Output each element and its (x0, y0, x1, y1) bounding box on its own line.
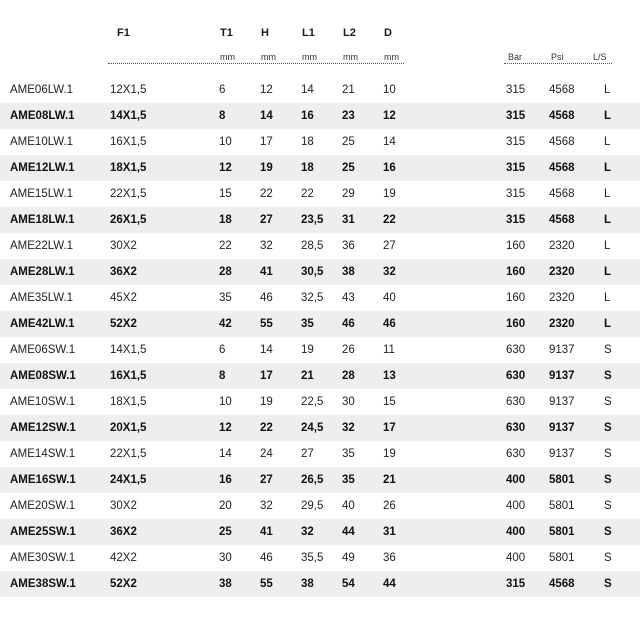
header-t1: T1 (220, 27, 233, 39)
cell-model: AME22LW.1 (10, 240, 74, 252)
cell-t1: 35 (219, 292, 232, 304)
cell-model: AME38SW.1 (10, 578, 76, 590)
cell-d: 32 (383, 266, 396, 278)
cell-h: 17 (260, 136, 273, 148)
cell-l2: 43 (342, 292, 355, 304)
cell-model: AME12LW.1 (10, 162, 75, 174)
cell-model: AME08LW.1 (10, 110, 75, 122)
cell-l2: 38 (342, 266, 355, 278)
cell-d: 31 (383, 526, 396, 538)
cell-f1: 45X2 (110, 292, 137, 304)
cell-d: 11 (383, 344, 395, 356)
cell-model: AME10SW.1 (10, 396, 76, 408)
cell-ls: L (604, 188, 611, 200)
cell-l2: 21 (342, 84, 355, 96)
cell-bar: 400 (506, 474, 526, 486)
cell-f1: 20X1,5 (110, 422, 147, 434)
header-l1: L1 (302, 27, 315, 39)
data-table-body (0, 77, 640, 597)
cell-l2: 25 (342, 162, 355, 174)
cell-psi: 2320 (549, 240, 575, 252)
cell-h: 27 (260, 214, 273, 226)
table-row (0, 545, 640, 571)
cell-t1: 10 (219, 136, 232, 148)
header-psi: Psi (551, 52, 564, 62)
cell-l1: 22,5 (301, 396, 324, 408)
cell-d: 17 (383, 422, 396, 434)
cell-l1: 32,5 (301, 292, 324, 304)
header-f1: F1 (117, 27, 130, 39)
cell-model: AME30SW.1 (10, 552, 76, 564)
cell-d: 14 (383, 136, 396, 148)
cell-t1: 25 (219, 526, 232, 538)
table-row (0, 363, 640, 389)
cell-ls: L (604, 84, 611, 96)
cell-bar: 315 (506, 162, 526, 174)
cell-f1: 42X2 (110, 552, 137, 564)
cell-model: AME10LW.1 (10, 136, 74, 148)
header-divider-pressure (504, 63, 612, 64)
cell-d: 13 (383, 370, 396, 382)
cell-h: 22 (260, 188, 273, 200)
cell-ls: S (604, 396, 612, 408)
table-row (0, 259, 640, 285)
cell-ls: L (604, 292, 611, 304)
cell-l1: 18 (301, 162, 314, 174)
cell-ls: L (604, 110, 612, 122)
table-row (0, 519, 640, 545)
table-row (0, 285, 640, 311)
cell-model: AME06SW.1 (10, 344, 76, 356)
cell-ls: S (604, 448, 612, 460)
cell-f1: 22X1,5 (110, 188, 147, 200)
unit-h: mm (261, 52, 276, 62)
cell-t1: 16 (219, 474, 232, 486)
cell-t1: 28 (219, 266, 232, 278)
cell-ls: S (604, 526, 612, 538)
cell-bar: 160 (506, 266, 526, 278)
cell-f1: 14X1,5 (110, 344, 147, 356)
cell-l2: 23 (342, 110, 355, 122)
cell-l1: 35 (301, 318, 314, 330)
cell-l1: 27 (301, 448, 314, 460)
cell-psi: 4568 (549, 214, 575, 226)
cell-bar: 315 (506, 84, 526, 96)
cell-f1: 18X1,5 (110, 162, 147, 174)
cell-model: AME06LW.1 (10, 84, 74, 96)
cell-f1: 16X1,5 (110, 136, 147, 148)
cell-d: 22 (383, 214, 396, 226)
table-row (0, 415, 640, 441)
cell-h: 46 (260, 292, 273, 304)
cell-ls: L (604, 266, 612, 278)
cell-bar: 315 (506, 578, 526, 590)
cell-ls: S (604, 474, 612, 486)
cell-model: AME28LW.1 (10, 266, 75, 278)
cell-l2: 35 (342, 474, 355, 486)
header-ls: L/S (593, 52, 607, 62)
cell-d: 40 (383, 292, 396, 304)
table-row (0, 155, 640, 181)
cell-d: 27 (383, 240, 396, 252)
cell-l1: 28,5 (301, 240, 324, 252)
cell-l1: 26,5 (301, 474, 324, 486)
cell-l1: 19 (301, 344, 314, 356)
cell-bar: 630 (506, 344, 526, 356)
cell-psi: 5801 (549, 552, 575, 564)
table-row (0, 129, 640, 155)
cell-ls: S (604, 578, 612, 590)
cell-d: 16 (383, 162, 396, 174)
cell-f1: 18X1,5 (110, 396, 147, 408)
cell-l2: 35 (342, 448, 355, 460)
cell-t1: 22 (219, 240, 232, 252)
cell-h: 32 (260, 500, 273, 512)
table-row (0, 389, 640, 415)
cell-d: 26 (383, 500, 396, 512)
cell-d: 36 (383, 552, 396, 564)
unit-t1: mm (220, 52, 235, 62)
cell-l2: 40 (342, 500, 355, 512)
cell-bar: 315 (506, 110, 526, 122)
cell-f1: 26X1,5 (110, 214, 147, 226)
cell-bar: 160 (506, 292, 526, 304)
cell-ls: L (604, 136, 611, 148)
cell-h: 55 (260, 578, 273, 590)
cell-h: 14 (260, 110, 273, 122)
table-row (0, 103, 640, 129)
cell-f1: 36X2 (110, 526, 137, 538)
cell-f1: 22X1,5 (110, 448, 147, 460)
cell-psi: 4568 (549, 188, 575, 200)
cell-model: AME08SW.1 (10, 370, 76, 382)
cell-bar: 400 (506, 526, 526, 538)
cell-f1: 30X2 (110, 240, 137, 252)
cell-f1: 52X2 (110, 578, 137, 590)
cell-l1: 23,5 (301, 214, 324, 226)
cell-bar: 400 (506, 552, 526, 564)
cell-l1: 29,5 (301, 500, 324, 512)
cell-l2: 28 (342, 370, 355, 382)
cell-t1: 18 (219, 214, 232, 226)
cell-d: 19 (383, 448, 396, 460)
cell-h: 12 (260, 84, 273, 96)
cell-psi: 4568 (549, 136, 575, 148)
cell-l2: 26 (342, 344, 355, 356)
cell-h: 19 (260, 396, 273, 408)
cell-h: 41 (260, 266, 273, 278)
cell-l1: 14 (301, 84, 314, 96)
cell-ls: S (604, 370, 612, 382)
cell-l2: 32 (342, 422, 355, 434)
cell-bar: 160 (506, 240, 526, 252)
table-row (0, 467, 640, 493)
cell-ls: L (604, 240, 611, 252)
cell-t1: 6 (219, 84, 226, 96)
cell-ls: S (604, 552, 612, 564)
cell-l2: 49 (342, 552, 355, 564)
cell-l2: 25 (342, 136, 355, 148)
cell-bar: 400 (506, 500, 526, 512)
cell-model: AME25SW.1 (10, 526, 76, 538)
cell-t1: 15 (219, 188, 232, 200)
cell-t1: 8 (219, 110, 226, 122)
cell-psi: 9137 (549, 422, 575, 434)
cell-t1: 10 (219, 396, 232, 408)
cell-h: 14 (260, 344, 273, 356)
cell-t1: 6 (219, 344, 226, 356)
cell-h: 32 (260, 240, 273, 252)
cell-l2: 30 (342, 396, 355, 408)
cell-model: AME15LW.1 (10, 188, 74, 200)
cell-h: 27 (260, 474, 273, 486)
cell-psi: 4568 (549, 84, 575, 96)
cell-l2: 31 (342, 214, 355, 226)
cell-t1: 38 (219, 578, 232, 590)
cell-t1: 12 (219, 162, 232, 174)
cell-l1: 30,5 (301, 266, 324, 278)
cell-t1: 30 (219, 552, 232, 564)
cell-psi: 9137 (549, 448, 575, 460)
unit-l2: mm (343, 52, 358, 62)
cell-t1: 20 (219, 500, 232, 512)
cell-f1: 36X2 (110, 266, 137, 278)
cell-d: 46 (383, 318, 396, 330)
cell-f1: 30X2 (110, 500, 137, 512)
cell-f1: 12X1,5 (110, 84, 147, 96)
table-row (0, 311, 640, 337)
cell-h: 55 (260, 318, 273, 330)
table-header (0, 0, 640, 70)
cell-model: AME12SW.1 (10, 422, 76, 434)
cell-t1: 12 (219, 422, 232, 434)
cell-psi: 4568 (549, 578, 575, 590)
cell-psi: 9137 (549, 344, 575, 356)
cell-h: 41 (260, 526, 273, 538)
cell-l2: 36 (342, 240, 355, 252)
table-row (0, 77, 640, 103)
cell-h: 17 (260, 370, 273, 382)
cell-l2: 29 (342, 188, 355, 200)
cell-psi: 2320 (549, 318, 575, 330)
cell-bar: 160 (506, 318, 526, 330)
cell-psi: 2320 (549, 292, 575, 304)
cell-f1: 16X1,5 (110, 370, 147, 382)
cell-ls: L (604, 318, 612, 330)
table-row (0, 441, 640, 467)
cell-t1: 8 (219, 370, 226, 382)
cell-h: 22 (260, 422, 273, 434)
header-d: D (384, 27, 392, 39)
cell-h: 24 (260, 448, 273, 460)
cell-f1: 52X2 (110, 318, 137, 330)
table-row (0, 337, 640, 363)
cell-ls: S (604, 422, 612, 434)
cell-psi: 9137 (549, 370, 575, 382)
cell-l1: 38 (301, 578, 314, 590)
cell-l1: 32 (301, 526, 314, 538)
table-row (0, 207, 640, 233)
cell-bar: 315 (506, 214, 526, 226)
cell-ls: S (604, 344, 612, 356)
cell-l2: 44 (342, 526, 355, 538)
cell-bar: 630 (506, 448, 526, 460)
cell-d: 10 (383, 84, 396, 96)
cell-l1: 16 (301, 110, 314, 122)
cell-l1: 21 (301, 370, 314, 382)
cell-psi: 9137 (549, 396, 575, 408)
cell-l1: 35,5 (301, 552, 324, 564)
cell-bar: 315 (506, 188, 526, 200)
cell-bar: 315 (506, 136, 526, 148)
cell-l2: 46 (342, 318, 355, 330)
cell-l1: 22 (301, 188, 314, 200)
cell-model: AME14SW.1 (10, 448, 76, 460)
cell-psi: 4568 (549, 162, 575, 174)
header-h: H (261, 27, 269, 39)
unit-d: mm (384, 52, 399, 62)
table-row (0, 233, 640, 259)
cell-h: 19 (260, 162, 273, 174)
cell-d: 19 (383, 188, 396, 200)
cell-t1: 42 (219, 318, 232, 330)
header-l2: L2 (343, 27, 356, 39)
cell-model: AME20SW.1 (10, 500, 76, 512)
cell-t1: 14 (219, 448, 232, 460)
cell-psi: 4568 (549, 110, 575, 122)
cell-model: AME18LW.1 (10, 214, 75, 226)
cell-bar: 630 (506, 422, 526, 434)
cell-ls: L (604, 214, 612, 226)
cell-model: AME35LW.1 (10, 292, 74, 304)
cell-d: 21 (383, 474, 396, 486)
cell-psi: 5801 (549, 500, 575, 512)
cell-bar: 630 (506, 396, 526, 408)
table-row (0, 493, 640, 519)
cell-l1: 18 (301, 136, 314, 148)
cell-f1: 14X1,5 (110, 110, 147, 122)
cell-bar: 630 (506, 370, 526, 382)
cell-l2: 54 (342, 578, 355, 590)
cell-ls: L (604, 162, 612, 174)
cell-model: AME16SW.1 (10, 474, 76, 486)
unit-l1: mm (302, 52, 317, 62)
cell-d: 12 (383, 110, 396, 122)
cell-f1: 24X1,5 (110, 474, 147, 486)
cell-psi: 5801 (549, 526, 575, 538)
cell-d: 15 (383, 396, 396, 408)
header-bar: Bar (508, 52, 523, 62)
table-row (0, 181, 640, 207)
cell-psi: 5801 (549, 474, 575, 486)
cell-d: 44 (383, 578, 396, 590)
cell-psi: 2320 (549, 266, 575, 278)
table-row (0, 571, 640, 597)
cell-ls: S (604, 500, 612, 512)
cell-h: 46 (260, 552, 273, 564)
cell-l1: 24,5 (301, 422, 324, 434)
cell-model: AME42LW.1 (10, 318, 75, 330)
header-divider-dims (108, 63, 404, 64)
